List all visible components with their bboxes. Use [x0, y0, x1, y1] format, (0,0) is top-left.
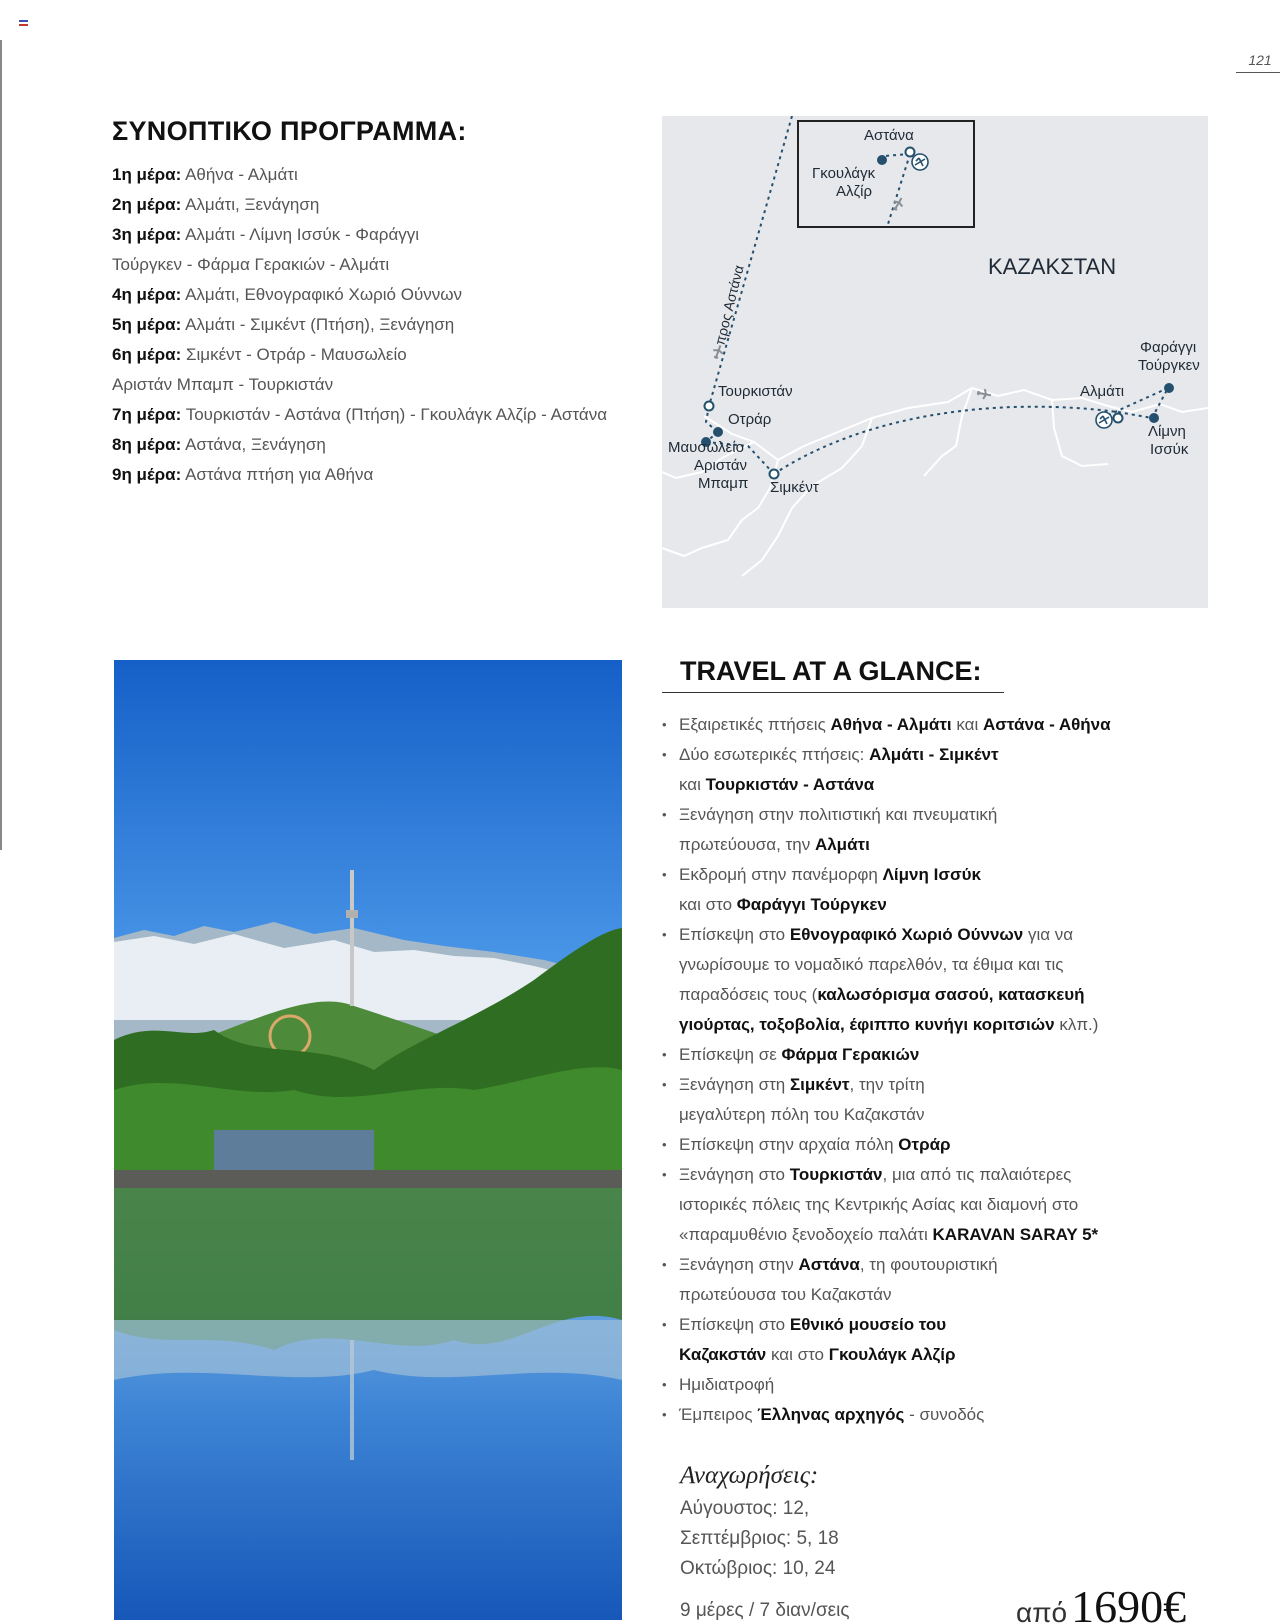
glance-item-text: Εξαιρετικές πτήσεις [679, 715, 831, 734]
label-mausoleum-1: Μαυσωλείο [668, 439, 744, 456]
glance-item-text: γνωρίσουμε το νομαδικό παρελθόν, τα έθιμα και τις [679, 955, 1064, 974]
departure-date: Σεπτέμβριος: 5, 18 [680, 1528, 839, 1549]
summary-day-number: 6η μέρα: [112, 345, 182, 364]
glance-item-text: πρωτεύουσα, την [679, 835, 815, 854]
price [1016, 1580, 1186, 1624]
summary-day-number: 5η μέρα: [112, 315, 182, 334]
glance-item-highlight: Αλμάτι [814, 835, 870, 854]
glance-item-text: Επίσκεψη σε [679, 1045, 782, 1064]
label-canyon-2: Τούργκεν [1138, 357, 1200, 374]
glance-item-text: , μια από τις παλαιότερες [882, 1165, 1072, 1184]
summary-day-number: 4η μέρα: [112, 285, 182, 304]
summary-day [112, 370, 632, 400]
glance-item-text: για να [1023, 925, 1074, 944]
glance-item-highlight: Γκουλάγκ Αλζίρ [828, 1345, 956, 1364]
label-astana: Αστάνα [864, 127, 914, 144]
glance-item-highlight: Εθνογραφικό Χωριό Ούννων [789, 925, 1024, 944]
route-line-alzhir-south [888, 154, 910, 224]
glance-item-text: Ξενάγηση στο [679, 1165, 790, 1184]
label-country: ΚΑΖΑΚΣΤΑΝ [988, 254, 1117, 279]
glance-item-highlight: γιούρτας, τοξοβολία, έφιππο κυνήγι κοριτσιών [679, 1015, 1055, 1034]
map-markers [701, 148, 1174, 479]
glance-title: TRAVEL AT A GLANCE: [680, 656, 982, 686]
glance-item [662, 800, 1182, 860]
summary-day-number: 7η μέρα: [112, 405, 182, 424]
glance-item-highlight: Αθήνα - Αλμάτι [830, 715, 952, 734]
glance-item-text: και στο [679, 895, 737, 914]
label-mausoleum-2: Αριστάν [694, 457, 748, 474]
glance-item [662, 1370, 1182, 1400]
glance-item-highlight: Αλμάτι - Σιμκέντ [869, 745, 999, 764]
label-lake-1: Λίμνη [1148, 423, 1186, 440]
summary-day-text: Αριστάν Μπαμπ - Τουρκιστάν [112, 375, 334, 394]
price-amount: 1690€ [1071, 1581, 1187, 1624]
marker-turkistan [705, 402, 714, 411]
glance-item-text: Επίσκεψη στο [679, 925, 790, 944]
label-route-to-astana: προς Αστάνα [711, 263, 747, 347]
summary-day [112, 400, 632, 430]
glance-item-text: «παραμυθένιο ξενοδοχείο παλάτι [679, 1225, 933, 1244]
summary-day [112, 310, 632, 340]
glance-item [662, 860, 1182, 920]
glance-item-text: , την τρίτη [849, 1075, 925, 1094]
label-canyon-1: Φαράγγι [1140, 339, 1197, 356]
summary-day-text: Αλμάτι - Λίμνη Ισσύκ - Φαράγγι [185, 225, 420, 244]
label-alzhir-1: Γκουλάγκ [812, 165, 876, 182]
marker-alzhir [877, 155, 887, 165]
page-number-rule [1236, 72, 1280, 73]
label-lake-2: Ισσύκ [1150, 441, 1189, 458]
label-almaty: Αλμάτι [1080, 383, 1125, 400]
glance-item-text: Δύο εσωτερικές πτήσεις: [679, 745, 870, 764]
label-shymkent: Σιμκέντ [770, 479, 819, 496]
summary-day-number: 3η μέρα: [112, 225, 182, 244]
glance-item-text: παραδόσεις τους ( [679, 985, 818, 1004]
summary-day-text: Τούργκεν - Φάρμα Γερακιών - Αλμάτι [112, 255, 390, 274]
glance-item-highlight: Φαράγγι Τούργκεν [736, 895, 887, 914]
glance-item [662, 740, 1182, 800]
summary-day [112, 460, 632, 490]
glance-item-highlight: Εθνικό μουσείο του [789, 1315, 947, 1334]
glance-item-text: Επίσκεψη στην αρχαία πόλη [679, 1135, 899, 1154]
glance-item-text: Έμπειρος [679, 1405, 758, 1424]
glance-item-highlight: Λίμνη Ισσύκ [882, 865, 981, 884]
trip-duration: 9 μέρες / 7 διαν/σεις [680, 1600, 850, 1621]
summary-day [112, 160, 632, 190]
page-number: 121 [1248, 52, 1272, 68]
landscape-photo [114, 660, 622, 1620]
departures-list [680, 1494, 839, 1584]
summary-day-text: Σιμκέντ - Οτράρ - Μαυσωλείο [186, 345, 407, 364]
glance-item-text: Ημιδιατροφή [679, 1375, 775, 1394]
summary-day-text: Αλμάτι, Εθνογραφικό Χωριό Ούννων [185, 285, 463, 304]
glance-item [662, 1070, 1182, 1130]
glance-title-rule [662, 692, 1004, 693]
route-map [662, 116, 1208, 608]
summary-day-text: Αστάνα, Ξενάγηση [185, 435, 326, 454]
glance-item [662, 1310, 1182, 1370]
glance-item-highlight: Αστάνα [798, 1255, 860, 1274]
glance-item-text: κλπ.) [1054, 1015, 1099, 1034]
glance-item-text: ιστορικές πόλεις της Κεντρικής Ασίας και διαμονή στο [679, 1195, 1079, 1214]
summary-day [112, 430, 632, 460]
glance-item [662, 1130, 1182, 1160]
glance-item-text: Εκδρομή στην πανέμορφη [679, 865, 883, 884]
departure-date: Αύγουστος: 12, [680, 1498, 810, 1519]
label-otrar: Οτράρ [728, 411, 772, 428]
glance-item [662, 1250, 1182, 1310]
page-edge-line [0, 40, 2, 850]
route-line-shymkent-almaty [774, 407, 1118, 474]
glance-item-text: Ξενάγηση στην πολιτιστική και πνευματική [679, 805, 998, 824]
airport-icon [912, 154, 928, 170]
glance-item-highlight: KARAVAN SARAY 5* [932, 1225, 1099, 1244]
glance-item [662, 1160, 1182, 1250]
summary-day [112, 190, 632, 220]
map-border-line [742, 418, 872, 576]
summary-day-text: Αθήνα - Αλμάτι [185, 165, 298, 184]
glance-item-highlight: Οτράρ [898, 1135, 951, 1154]
glance-item-highlight: Τουρκιστάν [789, 1165, 883, 1184]
marker-almaty [1114, 414, 1123, 423]
glance-item [662, 1400, 1182, 1430]
glance-list [662, 710, 1182, 1430]
label-turkistan: Τουρκιστάν [718, 383, 793, 400]
marker-astana [906, 148, 915, 157]
corner-mark [19, 20, 28, 26]
glance-item [662, 1040, 1182, 1070]
summary-day [112, 340, 632, 370]
route-line-to-astana [709, 116, 792, 406]
marker-otrar [713, 427, 723, 437]
summary-day-text: Αλμάτι, Ξενάγηση [185, 195, 320, 214]
summary-day-number: 8η μέρα: [112, 435, 182, 454]
glance-item-highlight: καλωσόρισμα σασού, κατασκευή [817, 985, 1085, 1004]
summary-day-text: Τουρκιστάν - Αστάνα (Πτήση) - Γκουλάγκ Αλζίρ - Αστάνα [185, 405, 608, 424]
summary-day [112, 220, 632, 250]
glance-item-text: - συνοδός [904, 1405, 985, 1424]
glance-item-text: , τη φουτουριστική [859, 1255, 998, 1274]
summary-title: ΣΥΝΟΠΤΙΚΟ ΠΡΟΓΡΑΜΜΑ: [112, 116, 467, 146]
glance-item-text: και [679, 775, 706, 794]
glance-item-highlight: Έλληνας αρχηγός [757, 1405, 905, 1424]
glance-item-text: Επίσκεψη στο [679, 1315, 790, 1334]
summary-day [112, 250, 632, 280]
marker-canyon [1164, 383, 1174, 393]
tv-tower [350, 870, 354, 1006]
glance-item-highlight: Σιμκέντ [789, 1075, 850, 1094]
label-alzhir-2: Αλζίρ [836, 183, 872, 200]
label-mausoleum-3: Μπαμπ [698, 475, 749, 492]
departures-title: Αναχωρήσεις: [680, 1462, 819, 1489]
summary-day-number: 1η μέρα: [112, 165, 182, 184]
summary-day-number: 9η μέρα: [112, 465, 182, 484]
marker-shymkent [770, 470, 779, 479]
summary-day-text: Αστάνα πτήση για Αθήνα [185, 465, 374, 484]
summary-list [112, 160, 632, 490]
price-from: από [1016, 1597, 1068, 1624]
departure-date: Οκτώβριος: 10, 24 [680, 1558, 836, 1579]
glance-item-text: μεγαλύτερη πόλη του Καζακστάν [679, 1105, 925, 1124]
glance-item-text: και στο [766, 1345, 829, 1364]
glance-item [662, 920, 1182, 1040]
glance-item-highlight: Τουρκιστάν - Αστάνα [705, 775, 875, 794]
glance-item-highlight: Φάρμα Γερακιών [781, 1045, 920, 1064]
glance-item-text: πρωτεύουσα του Καζακστάν [679, 1285, 892, 1304]
airport-icon [1096, 412, 1112, 428]
glance-item [662, 710, 1182, 740]
glance-item-text: Ξενάγηση στην [679, 1255, 799, 1274]
glance-item-highlight: Καζακστάν [679, 1345, 767, 1364]
summary-day [112, 280, 632, 310]
glance-item-text: Ξενάγηση στη [679, 1075, 790, 1094]
summary-day-number: 2η μέρα: [112, 195, 182, 214]
marker-lake [1149, 413, 1159, 423]
summary-day-text: Αλμάτι - Σιμκέντ (Πτήση), Ξενάγηση [185, 315, 455, 334]
glance-item-highlight: Αστάνα - Αθήνα [982, 715, 1111, 734]
glance-item-text: και [951, 715, 983, 734]
